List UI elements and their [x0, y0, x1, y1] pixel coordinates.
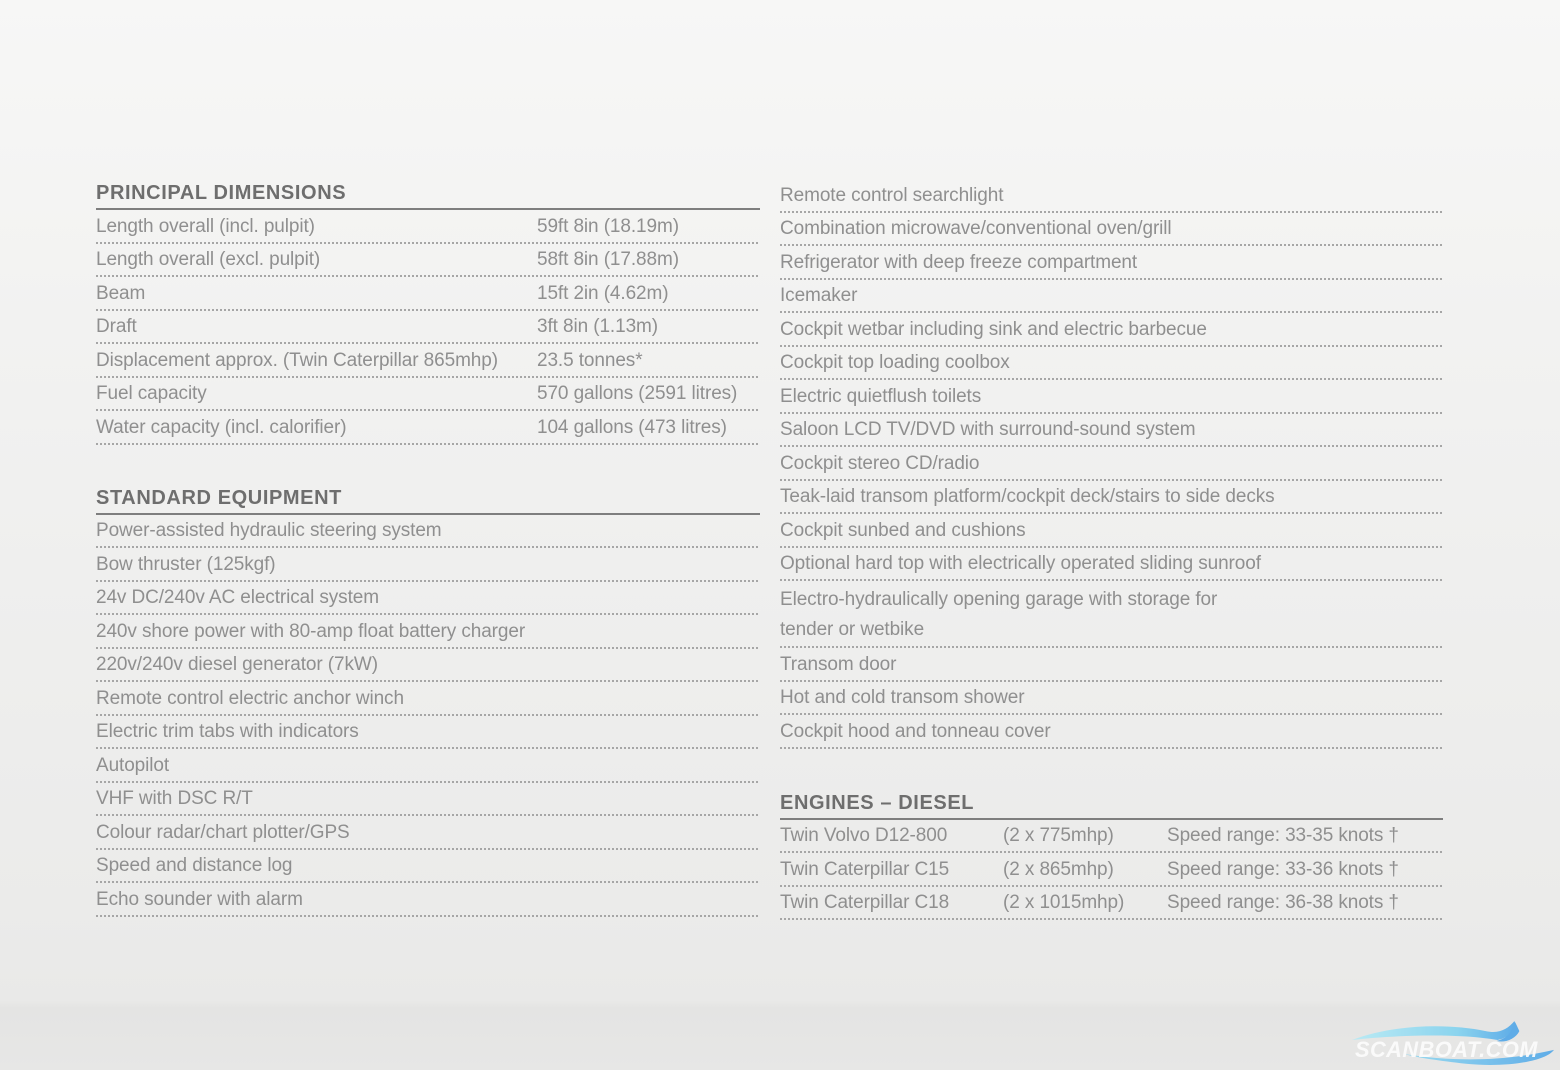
- dimension-value: 570 gallons (2591 litres): [537, 383, 738, 405]
- dimension-row: [96, 277, 760, 311]
- equipment-item: Transom door: [780, 648, 1443, 682]
- equipment-item: Electro-hydraulically opening garage with storage for tender or wetbike: [780, 581, 1443, 648]
- dimension-row: [96, 311, 760, 345]
- engine-row: [780, 820, 1443, 854]
- engine-row: [780, 853, 1443, 887]
- equipment-item: Saloon LCD TV/DVD with surround-sound system: [780, 414, 1443, 448]
- dimension-label: Water capacity (incl. calorifier): [96, 416, 347, 438]
- engines-title: ENGINES – DIESEL: [780, 793, 1443, 820]
- equipment-item: Speed and distance log: [96, 850, 760, 884]
- dimension-row: [96, 411, 760, 445]
- dimension-label: Fuel capacity: [96, 383, 207, 405]
- dimension-label: Beam: [96, 282, 146, 304]
- dimension-value: 59ft 8in (18.19m): [537, 215, 679, 237]
- standard-equipment-section: [96, 488, 760, 917]
- standard-equipment-title: STANDARD EQUIPMENT: [96, 488, 760, 515]
- equipment-item: Teak-laid transom platform/cockpit deck/stairs to side decks: [780, 481, 1443, 515]
- engine-row: [780, 887, 1443, 921]
- equipment-item: Refrigerator with deep freeze compartment: [780, 246, 1443, 280]
- standard-equipment-continued: [780, 179, 1443, 749]
- equipment-item: Electric trim tabs with indicators: [96, 716, 760, 750]
- equipment-item: VHF with DSC R/T: [96, 783, 760, 817]
- scanboat-watermark: [1349, 1013, 1557, 1065]
- equipment-item: Cockpit wetbar including sink and electric barbecue: [780, 313, 1443, 347]
- dimension-value: 104 gallons (473 litres): [537, 416, 727, 438]
- engine-model: Twin Caterpillar C15: [780, 858, 950, 880]
- principal-dimensions-title: PRINCIPAL DIMENSIONS: [96, 183, 760, 210]
- principal-dimensions-section: [96, 183, 760, 445]
- engine-power: (2 x 1015mhp): [1003, 892, 1125, 914]
- equipment-item: 220v/240v diesel generator (7kW): [96, 649, 760, 683]
- dimension-row: [96, 378, 760, 412]
- equipment-item: Cockpit sunbed and cushions: [780, 514, 1443, 548]
- left-column: [96, 183, 760, 917]
- dimension-label: Draft: [96, 316, 137, 338]
- equipment-item: Cockpit stereo CD/radio: [780, 447, 1443, 481]
- dimension-label: Length overall (incl. pulpit): [96, 215, 315, 237]
- engine-power: (2 x 865mhp): [1003, 858, 1114, 880]
- equipment-item: Electric quietflush toilets: [780, 380, 1443, 414]
- engine-power: (2 x 775mhp): [1003, 825, 1114, 847]
- right-column: [780, 179, 1443, 920]
- dimension-value: 58ft 8in (17.88m): [537, 249, 679, 271]
- equipment-item: Echo sounder with alarm: [96, 883, 760, 917]
- engine-model: Twin Volvo D12-800: [780, 825, 948, 847]
- equipment-item: Cockpit top loading coolbox: [780, 347, 1443, 381]
- engine-speed: Speed range: 33-35 knots †: [1167, 825, 1399, 847]
- equipment-item: 24v DC/240v AC electrical system: [96, 582, 760, 616]
- equipment-item: Remote control electric anchor winch: [96, 682, 760, 716]
- equipment-item: Power-assisted hydraulic steering system: [96, 515, 760, 549]
- equipment-item: Bow thruster (125kgf): [96, 548, 760, 582]
- equipment-item: Optional hard top with electrically operated sliding sunroof: [780, 548, 1443, 582]
- dimension-row: [96, 244, 760, 278]
- equipment-item: Remote control searchlight: [780, 179, 1443, 213]
- engine-model: Twin Caterpillar C18: [780, 892, 950, 914]
- dimension-label: Length overall (excl. pulpit): [96, 249, 321, 271]
- engine-speed: Speed range: 33-36 knots †: [1167, 858, 1399, 880]
- equipment-item: Combination microwave/conventional oven/grill: [780, 213, 1443, 247]
- engines-section: [780, 793, 1443, 921]
- equipment-item: Icemaker: [780, 280, 1443, 314]
- dimension-row: [96, 210, 760, 244]
- dimension-label: Displacement approx. (Twin Caterpillar 865mhp): [96, 349, 498, 371]
- watermark-text: SCANBOAT.COM: [1354, 1036, 1538, 1062]
- equipment-item: 240v shore power with 80-amp float battery charger: [96, 615, 760, 649]
- dimension-value: 23.5 tonnes*: [537, 349, 643, 371]
- dimension-value: 15ft 2in (4.62m): [537, 282, 669, 304]
- dimension-value: 3ft 8in (1.13m): [537, 316, 658, 338]
- dimension-row: [96, 344, 760, 378]
- equipment-item: Hot and cold transom shower: [780, 682, 1443, 716]
- equipment-item: Autopilot: [96, 749, 760, 783]
- engine-speed: Speed range: 36-38 knots †: [1167, 892, 1399, 914]
- equipment-item: Colour radar/chart plotter/GPS: [96, 816, 760, 850]
- equipment-item: Cockpit hood and tonneau cover: [780, 715, 1443, 749]
